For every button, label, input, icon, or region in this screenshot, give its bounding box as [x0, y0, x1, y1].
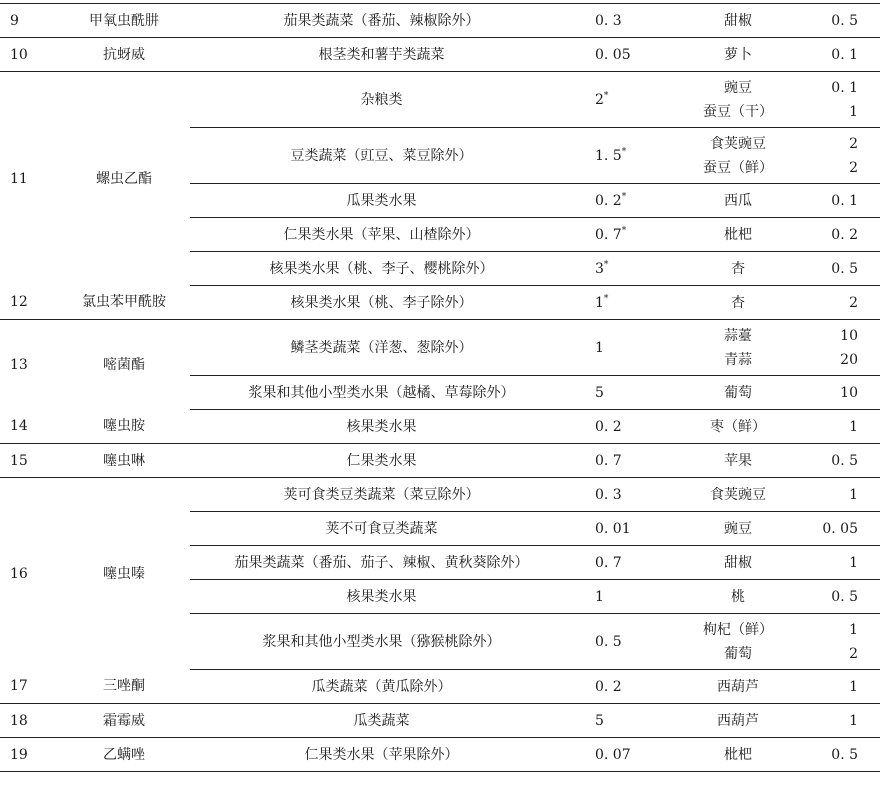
special-crop-name: 蒜薹 — [724, 327, 752, 344]
special-mrl — [793, 410, 880, 444]
special-crop-name: 西葫芦 — [717, 678, 759, 695]
mrl-number: 0. 3 — [595, 486, 622, 503]
pesticide-name: 三唑酮 — [58, 670, 190, 704]
row-number: 9 — [0, 4, 58, 38]
special-crop-name: 豌豆 — [724, 520, 752, 537]
special-mrl — [793, 376, 880, 410]
mrl-value — [573, 738, 683, 772]
crop-category: 根茎类和薯芋类蔬菜 — [190, 38, 573, 72]
pesticide-name: 噻虫胺 — [58, 410, 190, 444]
special-mrl-value: 0. 1 — [831, 46, 858, 63]
special-mrl — [793, 670, 880, 704]
crop-category: 仁果类水果 — [190, 444, 573, 478]
special-mrl — [793, 320, 880, 376]
row-number: 18 — [0, 704, 58, 738]
special-crop — [683, 38, 793, 72]
special-crop — [683, 4, 793, 38]
mrl-value — [573, 184, 683, 218]
temporary-limit-mark: * — [621, 146, 627, 157]
special-crop — [683, 376, 793, 410]
crop-category: 仁果类水果（苹果、山楂除外） — [190, 218, 573, 252]
mrl-number: 3 — [595, 260, 604, 277]
temporary-limit-mark: * — [621, 191, 627, 202]
mrl-value — [573, 410, 683, 444]
pesticide-name: 噻虫嗪 — [103, 565, 145, 582]
mrl-value — [573, 376, 683, 410]
pesticide-name: 氯虫苯甲酰胺 — [58, 286, 190, 320]
mrl-value — [573, 38, 683, 72]
special-crop — [683, 410, 793, 444]
special-mrl-value: 0. 5 — [831, 260, 858, 277]
special-crop — [683, 184, 793, 218]
special-crop — [683, 614, 793, 670]
mrl-number: 5 — [595, 384, 604, 401]
mrl-number: 0. 05 — [595, 46, 631, 63]
mrl-number: 1. 5 — [595, 147, 622, 164]
special-crop — [683, 252, 793, 286]
row-number: 13 — [10, 356, 28, 373]
special-mrl — [793, 704, 880, 738]
mrl-number: 5 — [595, 712, 604, 729]
special-crop — [683, 580, 793, 614]
special-crop-name: 桃 — [731, 588, 745, 605]
crop-category: 浆果和其他小型类水果（越橘、草莓除外） — [190, 376, 573, 410]
special-crop-name: 萝卜 — [724, 46, 752, 63]
mrl-value — [573, 286, 683, 320]
special-mrl-value: 0. 5 — [831, 12, 858, 29]
special-crop-name: 杏 — [731, 260, 745, 277]
table-row — [0, 4, 880, 38]
special-mrl-value: 10 — [840, 384, 858, 401]
special-mrl-value: 1 — [849, 418, 858, 435]
special-crop-name: 青蒜 — [724, 351, 752, 368]
crop-category: 仁果类水果（苹果除外） — [190, 738, 573, 772]
crop-category: 瓜果类水果 — [190, 184, 573, 218]
mrl-number: 0. 3 — [595, 12, 622, 29]
special-mrl — [793, 738, 880, 772]
row-number: 15 — [0, 444, 58, 478]
special-crop — [683, 218, 793, 252]
special-mrl — [793, 252, 880, 286]
special-mrl — [793, 128, 880, 184]
mrl-value — [573, 218, 683, 252]
special-crop — [683, 72, 793, 128]
special-mrl-value: 2 — [849, 159, 858, 176]
table-row — [0, 704, 880, 738]
special-mrl — [793, 72, 880, 128]
mrl-value — [573, 512, 683, 546]
table-body — [0, 4, 880, 772]
crop-category: 瓜类蔬菜 — [190, 704, 573, 738]
special-mrl-value: 0. 05 — [822, 520, 858, 537]
special-mrl — [793, 580, 880, 614]
special-crop-name: 杏 — [731, 294, 745, 311]
crop-category: 核果类水果 — [190, 410, 573, 444]
mrl-number: 0. 7 — [595, 554, 622, 571]
crop-category: 杂粮类 — [190, 72, 573, 128]
crop-category: 瓜类蔬菜（黄瓜除外） — [190, 670, 573, 704]
special-crop — [683, 478, 793, 512]
mrl-value — [573, 4, 683, 38]
special-crop-name: 苹果 — [724, 452, 752, 469]
mrl-value — [573, 252, 683, 286]
mrl-number: 0. 2 — [595, 192, 622, 209]
special-crop — [683, 704, 793, 738]
special-mrl-value: 10 — [840, 327, 858, 344]
special-mrl-value: 1 — [849, 554, 858, 571]
table-row — [0, 478, 880, 512]
mrl-value — [573, 72, 683, 128]
special-crop — [683, 738, 793, 772]
special-crop — [683, 286, 793, 320]
special-mrl-value: 2 — [849, 645, 858, 662]
crop-category: 茄果类蔬菜（番茄、茄子、辣椒、黄秋葵除外） — [190, 546, 573, 580]
crop-category: 豆类蔬菜（豇豆、菜豆除外） — [190, 128, 573, 184]
special-crop-name: 蚕豆（干） — [703, 103, 773, 120]
table-row — [0, 444, 880, 478]
special-mrl — [793, 286, 880, 320]
special-crop-name: 西瓜 — [724, 192, 752, 209]
mrl-number: 1 — [595, 588, 604, 605]
pesticide-name: 霜霉威 — [58, 704, 190, 738]
special-mrl-value: 1 — [849, 678, 858, 695]
row-number: 16 — [10, 565, 28, 582]
special-crop-name: 枸杞（鲜） — [703, 621, 773, 638]
special-crop-name: 甜椒 — [724, 554, 752, 571]
mrl-number: 0. 5 — [595, 633, 622, 650]
mrl-value — [573, 320, 683, 376]
special-crop — [683, 512, 793, 546]
special-crop-name: 食荚豌豆 — [710, 486, 766, 503]
special-mrl-value: 0. 5 — [831, 588, 858, 605]
mrl-number: 0. 07 — [595, 746, 631, 763]
special-mrl-value: 2 — [849, 294, 858, 311]
temporary-limit-mark: * — [603, 259, 609, 270]
table-row — [0, 286, 880, 320]
special-crop — [683, 444, 793, 478]
temporary-limit-mark: * — [621, 225, 627, 236]
mrl-value — [573, 670, 683, 704]
special-crop — [683, 128, 793, 184]
mrl-number: 2 — [595, 91, 604, 108]
special-crop-name: 枇杷 — [724, 746, 752, 763]
special-mrl-value: 0. 5 — [831, 452, 858, 469]
special-mrl-value: 1 — [849, 103, 858, 120]
special-crop — [683, 546, 793, 580]
pesticide-name: 嘧菌酯 — [103, 356, 145, 373]
table-row — [0, 670, 880, 704]
table-row — [0, 738, 880, 772]
special-crop-name: 甜椒 — [724, 12, 752, 29]
table-row — [0, 320, 880, 376]
special-mrl — [793, 184, 880, 218]
special-mrl — [793, 512, 880, 546]
mrl-value — [573, 704, 683, 738]
crop-category: 荚可食类豆类蔬菜（菜豆除外） — [190, 478, 573, 512]
temporary-limit-mark: * — [603, 293, 609, 304]
special-mrl — [793, 546, 880, 580]
mrl-value — [573, 580, 683, 614]
mrl-value — [573, 546, 683, 580]
special-crop-name: 葡萄 — [724, 384, 752, 401]
special-mrl-value: 0. 1 — [831, 192, 858, 209]
special-mrl-value: 1 — [849, 712, 858, 729]
special-mrl — [793, 444, 880, 478]
special-crop-name: 豌豆 — [724, 79, 752, 96]
special-mrl — [793, 478, 880, 512]
row-number: 17 — [0, 670, 58, 704]
special-crop-name: 蚕豆（鲜） — [703, 159, 773, 176]
table-row — [0, 38, 880, 72]
crop-category: 荚不可食豆类蔬菜 — [190, 512, 573, 546]
mrl-table — [0, 3, 880, 772]
special-mrl-value: 2 — [849, 135, 858, 152]
special-mrl-value: 1 — [849, 486, 858, 503]
special-mrl — [793, 218, 880, 252]
mrl-number: 0. 7 — [595, 452, 622, 469]
crop-category: 浆果和其他小型类水果（猕猴桃除外） — [190, 614, 573, 670]
special-mrl-value: 1 — [849, 621, 858, 638]
crop-category: 鳞茎类蔬菜（洋葱、葱除外） — [190, 320, 573, 376]
crop-category: 茄果类蔬菜（番茄、辣椒除外） — [190, 4, 573, 38]
special-crop — [683, 670, 793, 704]
special-mrl-value: 20 — [840, 351, 858, 368]
special-mrl-value: 0. 2 — [831, 226, 858, 243]
crop-category: 核果类水果 — [190, 580, 573, 614]
pesticide-name: 乙螨唑 — [58, 738, 190, 772]
special-crop-name: 葡萄 — [724, 645, 752, 662]
pesticide-name: 甲氧虫酰肼 — [58, 4, 190, 38]
mrl-value — [573, 444, 683, 478]
pesticide-name: 螺虫乙酯 — [96, 170, 152, 187]
table-row — [0, 72, 880, 128]
special-mrl-value: 0. 1 — [831, 79, 858, 96]
row-number: 11 — [10, 170, 28, 187]
row-number: 19 — [0, 738, 58, 772]
mrl-number: 0. 2 — [595, 678, 622, 695]
crop-category: 核果类水果（桃、李子、樱桃除外） — [190, 252, 573, 286]
row-number: 10 — [0, 38, 58, 72]
pesticide-name: 抗蚜威 — [58, 38, 190, 72]
table-row — [0, 410, 880, 444]
pesticide-name: 噻虫啉 — [58, 444, 190, 478]
mrl-number: 0. 2 — [595, 418, 622, 435]
mrl-number: 1 — [595, 294, 604, 311]
special-crop-name: 枣（鲜） — [710, 418, 766, 435]
special-mrl — [793, 38, 880, 72]
special-crop-name: 枇杷 — [724, 226, 752, 243]
mrl-number: 1 — [595, 339, 604, 356]
row-number: 12 — [0, 286, 58, 320]
mrl-value — [573, 478, 683, 512]
special-crop-name: 西葫芦 — [717, 712, 759, 729]
special-mrl — [793, 614, 880, 670]
temporary-limit-mark: * — [603, 90, 609, 101]
mrl-value — [573, 614, 683, 670]
special-mrl — [793, 4, 880, 38]
special-mrl-value: 0. 5 — [831, 746, 858, 763]
crop-category: 核果类水果（桃、李子除外） — [190, 286, 573, 320]
mrl-number: 0. 01 — [595, 520, 631, 537]
mrl-value — [573, 128, 683, 184]
special-crop-name: 食荚豌豆 — [710, 135, 766, 152]
special-crop — [683, 320, 793, 376]
mrl-number: 0. 7 — [595, 226, 622, 243]
row-number: 14 — [0, 410, 58, 444]
